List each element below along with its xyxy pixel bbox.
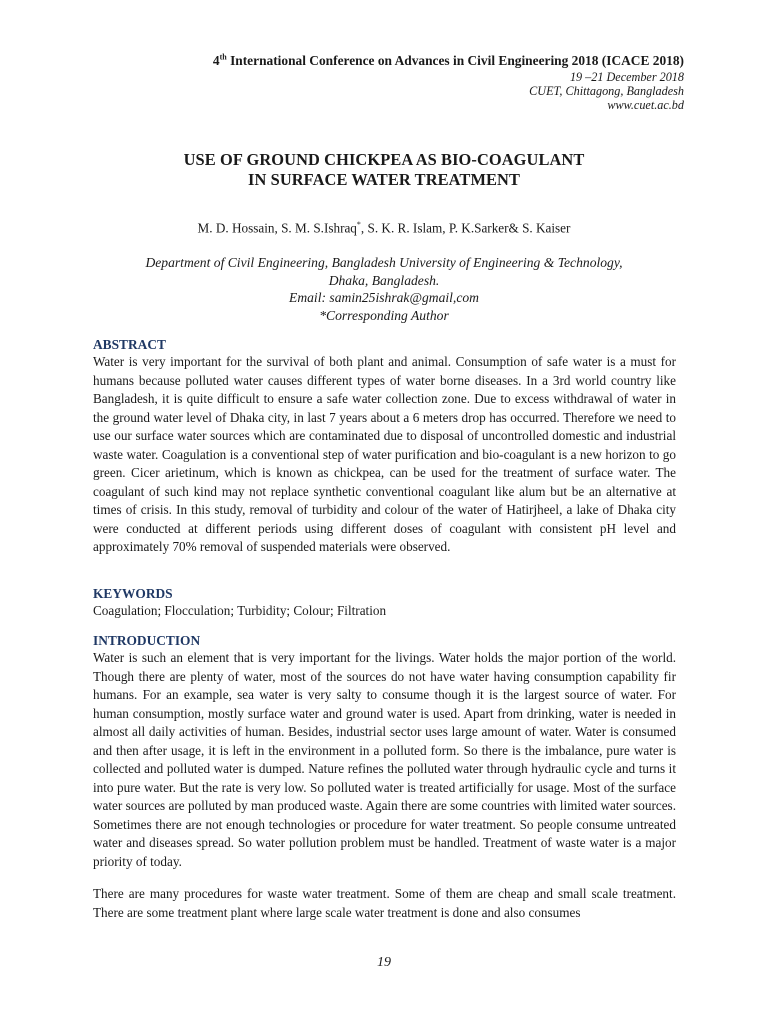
corresponding-author-mark: * [356, 220, 361, 229]
introduction-paragraph-1: Water is such an element that is very important for the livings. Water holds the major portion of the world. Though there are plenty of water, most of the sources do not have water having consumption capability fir humans. For an example, sea water is very salty to consume though it is the largest source of water. For human consumption, mostly surface water and ground water is used. Apart from drinking, water is needed in almost all daily activities of human. Besides, industrial sector uses large amount of water. Water is consumed and then after usage, it is left in the environment in a polluted form. So there is the imbalance, pure water is collected and polluted water is dumped. Nature refines the polluted water through hydraulic cycle and turns it into pure water. But the rate is very low. So polluted water is treated artificially for usage. Most of the surface water sources are polluted by man produced waste. Again there are some countries with limited water sources. Sometimes there are not enough technologies or procedure for water treatment. So people consume untreated water and diseases spread. So water pollution problem must be handled. Treatment of waste water is a major priority of today. [93, 650, 676, 870]
author-list [0, 220, 768, 236]
keywords-section [93, 585, 676, 619]
conference-venue: CUET, Chittagong, Bangladesh [529, 84, 684, 98]
authors-part-1: M. D. Hossain, S. M. S.Ishraq [197, 220, 357, 236]
affiliation-line-1: Department of Civil Engineering, Bangladesh University of Engineering & Technology, [145, 255, 623, 270]
paper-title [0, 150, 768, 190]
conference-website: www.cuet.ac.bd [607, 98, 684, 112]
abstract-heading: ABSTRACT [93, 337, 166, 352]
abstract-section [93, 336, 676, 557]
affiliation-block [0, 254, 768, 324]
conference-title [124, 52, 684, 70]
introduction-heading: INTRODUCTION [93, 633, 201, 648]
keywords-text: Coagulation; Flocculation; Turbidity; Colour; Filtration [93, 603, 387, 618]
page-number: 19 [377, 955, 391, 970]
authors-part-2: , S. K. R. Islam, P. K.Sarker& S. Kaiser [360, 220, 571, 236]
introduction-paragraph-2: There are many procedures for waste water treatment. Some of them are cheap and small scale treatment. There are some treatment plant where large scale water treatment is done and also consumes [93, 886, 676, 920]
introduction-section [93, 632, 676, 872]
abstract-text: Water is very important for the survival of both plant and animal. Consumption of safe water is a must for humans because polluted water causes different types of water borne diseases. In a 3rd world country like Bangladesh, it is quite difficult to ensure a safe water collection zone. Due to excess withdrawal of water in the ground water level of Dhaka city, in last 7 years about a 6 meters drop has occurred. Therefore we need to use our surface water sources which are contaminated due to disposal of uncontrolled domestic and industrial waste water. Coagulation is a conventional step of water purification and bio-coagulant is a new horizon to go green. Cicer arietinum, which is known as chickpea, can be used for the treatment of surface water. The coagulant of such kind may not replace synthetic conventional coagulant like alum but be an alternative at times of crisis. In this study, removal of turbidity and colour of the water of Hatirjheel, a lake of Dhaka city were conducted at different periods using different doses of coagulant with consistent pH level and approximately 70% removal of suspended materials were observed. [93, 354, 676, 555]
keywords-heading: KEYWORDS [93, 586, 173, 601]
conference-ordinal: 4 [212, 53, 220, 68]
conference-dates: 19 –21 December 2018 [569, 70, 684, 84]
author-email: Email: samin25ishrak@gmail,com [289, 290, 479, 305]
conference-header [124, 52, 684, 112]
paper-title-line-2: IN SURFACE WATER TREATMENT [247, 170, 521, 189]
conference-ordinal-suffix: th [219, 52, 227, 62]
introduction-continued [93, 885, 676, 922]
affiliation-line-2: Dhaka, Bangladesh. [328, 272, 440, 288]
conference-title-text: International Conference on Advances in Civil Engineering 2018 (ICACE 2018) [226, 53, 684, 68]
paper-title-line-1: USE OF GROUND CHICKPEA AS BIO-COAGULANT [183, 150, 585, 169]
corresponding-author-note: *Corresponding Author [319, 307, 449, 323]
